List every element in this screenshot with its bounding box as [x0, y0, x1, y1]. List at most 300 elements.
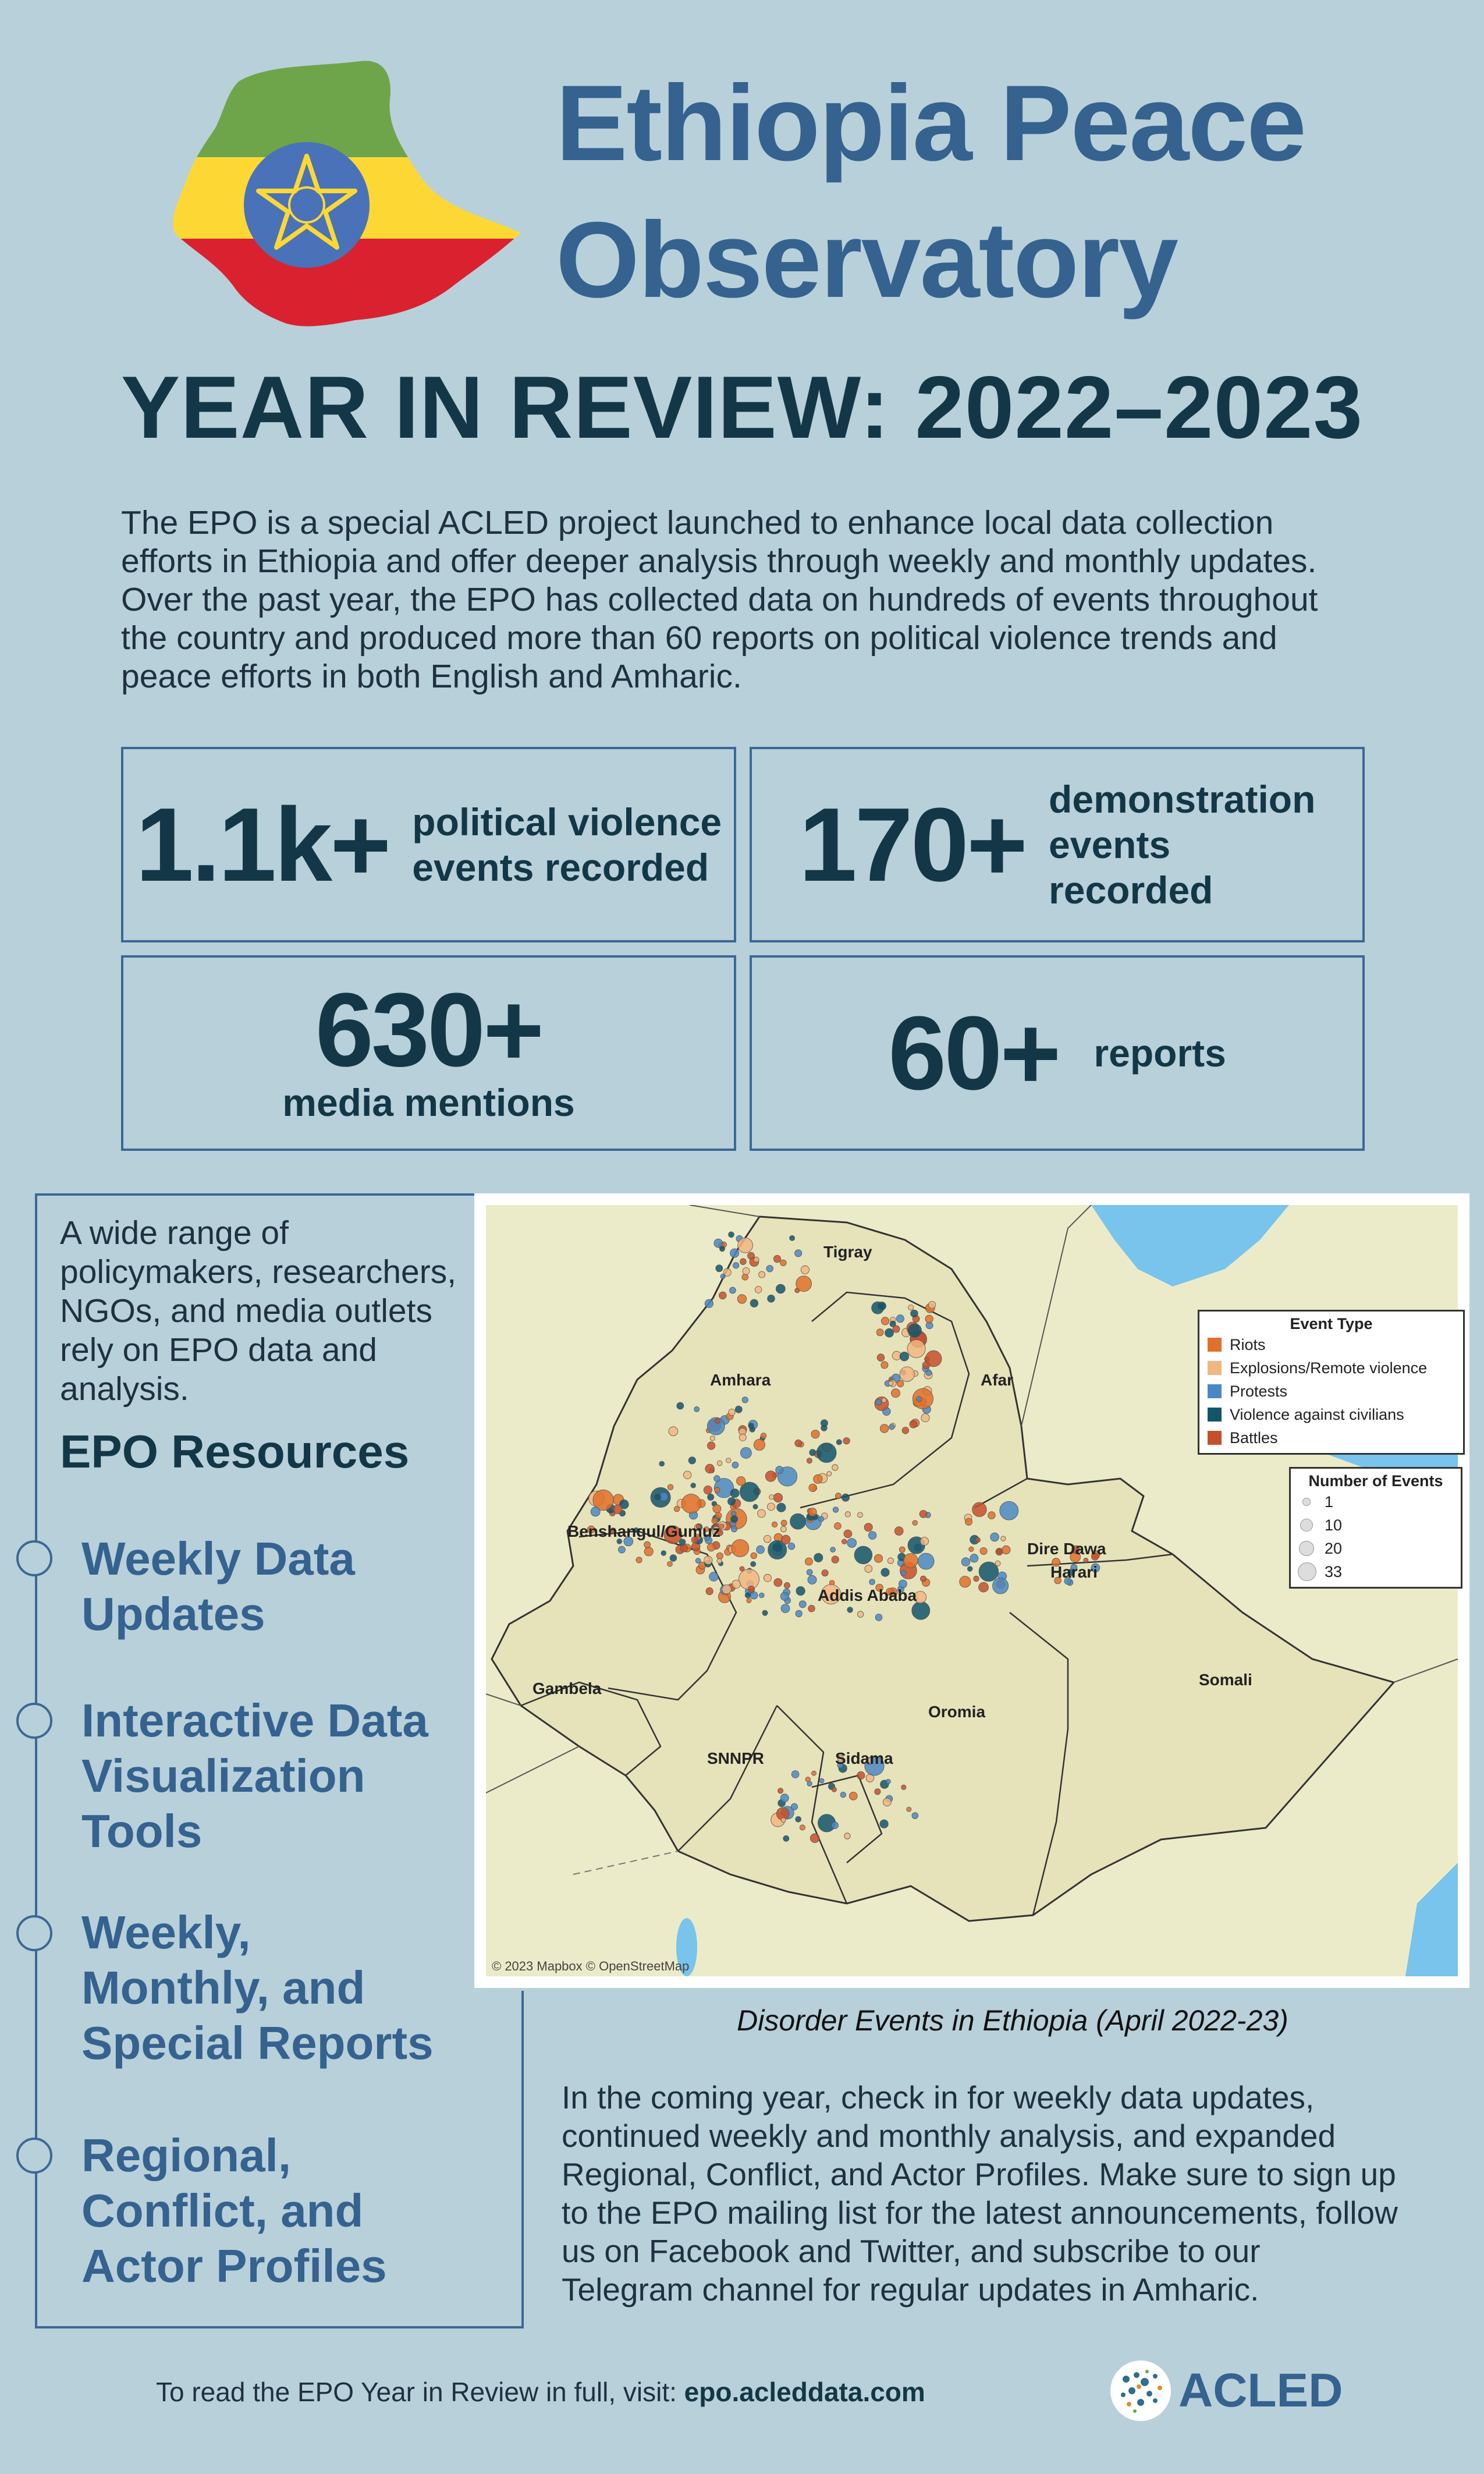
event-point [993, 1578, 1009, 1594]
event-point [810, 1449, 816, 1456]
event-point [764, 1535, 771, 1543]
map-label-harari: Harari [1050, 1563, 1098, 1581]
event-point [920, 1576, 926, 1582]
event-point [928, 1302, 935, 1309]
event-point [847, 1539, 857, 1548]
event-point [827, 1472, 832, 1476]
event-point [925, 1315, 933, 1323]
event-point [822, 1570, 828, 1576]
event-point [913, 1520, 918, 1526]
event-point [926, 1370, 932, 1376]
event-point [707, 1442, 715, 1449]
event-point [887, 1558, 893, 1564]
event-point [757, 1546, 765, 1554]
event-point [730, 1287, 736, 1293]
event-point [758, 1509, 766, 1518]
stat-value: 1.1k+ [135, 786, 389, 903]
event-point [781, 1520, 787, 1526]
event-point [896, 1315, 904, 1323]
event-point [677, 1402, 684, 1409]
event-point [877, 1354, 885, 1362]
event-point [886, 1779, 890, 1784]
map-label-tigray: Tigray [823, 1243, 872, 1261]
event-point [969, 1547, 974, 1551]
event-point [716, 1265, 723, 1272]
event-point [843, 1438, 850, 1444]
event-point [901, 1785, 906, 1789]
event-point [974, 1576, 979, 1582]
event-point [910, 1420, 917, 1428]
event-point [729, 1232, 734, 1238]
event-point [730, 1489, 739, 1498]
footer-text: To read the EPO Year in Review in full, visit: epo.acleddata.com [156, 2377, 925, 2407]
event-point [743, 1268, 750, 1275]
event-point [680, 1545, 688, 1553]
event-point [1001, 1536, 1006, 1541]
event-point [833, 1507, 839, 1513]
event-point [720, 1274, 725, 1279]
event-point [808, 1508, 816, 1516]
event-point [691, 1483, 696, 1488]
legend-item: Protests [1208, 1380, 1455, 1403]
event-point [885, 1328, 894, 1337]
event-point [704, 1556, 712, 1564]
map-caption: Disorder Events in Ethiopia (April 2022-23) [737, 2004, 1288, 2037]
event-point [709, 1572, 719, 1582]
event-point [796, 1816, 801, 1822]
stat-label: reports [1094, 1032, 1226, 1075]
event-point [722, 1585, 732, 1594]
event-point [832, 1787, 836, 1792]
legend-item: 1 [1298, 1490, 1454, 1514]
event-point [739, 1569, 759, 1590]
event-point [706, 1587, 713, 1594]
title-line-1: Ethiopia Peace [556, 63, 1306, 183]
event-point [979, 1582, 989, 1592]
event-point [892, 1389, 900, 1398]
stat-card-demonstration [750, 747, 1365, 942]
event-point [975, 1537, 980, 1542]
event-point [913, 1388, 933, 1409]
event-point [768, 1295, 775, 1302]
event-point [688, 1457, 695, 1464]
event-point [618, 1546, 625, 1553]
event-point [730, 1249, 739, 1257]
event-point [808, 1605, 815, 1612]
event-point [751, 1561, 756, 1566]
stat-label: political violence events recorded [412, 800, 722, 889]
subtitle: YEAR IN REVIEW: 2022–2023 [120, 358, 1364, 457]
event-point [714, 1476, 720, 1482]
title-line-2: Observatory [556, 200, 1177, 320]
event-point [751, 1553, 757, 1559]
event-point [995, 1561, 1000, 1566]
event-point [745, 1593, 751, 1598]
event-point [880, 1424, 889, 1433]
event-point [882, 1398, 886, 1402]
resource-profiles[interactable]: Regional, Conflict, and Actor Profiles [81, 2129, 387, 2292]
event-point [857, 1512, 862, 1518]
event-point [759, 1271, 765, 1278]
event-point [768, 1503, 775, 1511]
event-point [759, 1593, 765, 1598]
event-point [742, 1274, 748, 1280]
event-point [790, 1235, 795, 1240]
event-point [790, 1514, 806, 1529]
event-point [812, 1771, 816, 1775]
event-point [835, 1493, 841, 1499]
event-point [849, 1792, 857, 1800]
map-label-gambela: Gambela [532, 1679, 602, 1697]
event-point [717, 1558, 722, 1564]
outro-paragraph: In the coming year, check in for weekly data updates, continued weekly and monthly analysis, and expanded Regional, Conflict, and Actor Profiles. Make sure to sign up to the EPO mailing list for the latest announcements, follow us on Facebook and Twitter, and subscribe to our Telegram channel for regular updates in Amharic. [562, 2079, 1398, 2308]
event-point [903, 1554, 918, 1568]
event-point [907, 1340, 925, 1358]
event-point [880, 1820, 888, 1828]
event-point [819, 1516, 824, 1522]
event-point [762, 1610, 768, 1615]
event-point [889, 1424, 894, 1430]
event-point [844, 1530, 852, 1538]
legend-item: 33 [1298, 1560, 1454, 1583]
event-point [832, 1465, 838, 1470]
event-point [742, 1397, 748, 1403]
event-point [739, 1434, 746, 1441]
event-point [754, 1439, 765, 1450]
event-point [832, 1822, 839, 1829]
event-point [908, 1324, 921, 1337]
event-point [878, 1302, 886, 1310]
event-point [1000, 1501, 1018, 1520]
resources-panel-border [35, 2326, 524, 2328]
event-point [761, 1433, 766, 1439]
bullet-circle [16, 1703, 52, 1739]
event-point [668, 1484, 673, 1490]
event-point [854, 1546, 872, 1564]
event-point [710, 1436, 715, 1441]
event-point [733, 1263, 739, 1268]
stat-value: 60+ [888, 994, 1059, 1112]
event-point [832, 1556, 839, 1563]
stat-card-media [121, 955, 736, 1151]
event-point [791, 1803, 797, 1810]
resources-panel-border [521, 1991, 524, 2328]
event-point [805, 1558, 812, 1565]
bullet-circle [16, 1915, 52, 1951]
event-point [669, 1427, 678, 1436]
event-point [776, 1466, 783, 1474]
event-point [776, 1284, 785, 1293]
event-point [836, 1440, 842, 1445]
event-point [845, 1512, 850, 1517]
event-point [780, 1526, 786, 1532]
map-label-dire-dawa: Dire Dawa [1027, 1540, 1106, 1558]
event-point [816, 1443, 836, 1463]
map-label-amhara: Amhara [710, 1371, 771, 1389]
legend-item: 20 [1298, 1537, 1454, 1560]
resources-intro: A wide range of policymakers, researchers, NGOs, and media outlets rely on EPO data and analysis. [60, 1214, 457, 1408]
event-point [805, 1777, 811, 1782]
event-point [869, 1579, 875, 1585]
event-point [857, 1611, 864, 1618]
event-point [911, 1310, 918, 1317]
event-point [1002, 1546, 1010, 1554]
event-point [732, 1580, 740, 1588]
event-point [750, 1427, 755, 1433]
event-point [783, 1835, 789, 1841]
event-point [715, 1418, 720, 1423]
event-point [636, 1557, 642, 1563]
event-point [796, 1586, 805, 1595]
stat-value: 170+ [798, 786, 1026, 903]
legend-item: Riots [1208, 1333, 1455, 1356]
event-point [847, 1607, 853, 1613]
event-point [821, 1425, 828, 1431]
map-label-somali: Somali [1199, 1671, 1252, 1689]
bullet-circle [16, 2138, 52, 2174]
event-point [715, 1487, 720, 1493]
event-point [799, 1601, 806, 1608]
footer-link[interactable]: epo.acleddata.com [684, 2377, 925, 2407]
event-point [990, 1533, 999, 1541]
map-label-afar: Afar [981, 1371, 1014, 1389]
event-point [801, 1266, 809, 1274]
event-point [881, 1362, 888, 1369]
event-point [842, 1494, 849, 1501]
legend-title: Event Type [1290, 1315, 1373, 1332]
map-label-sidama: Sidama [835, 1749, 893, 1767]
event-point [670, 1555, 677, 1562]
map-frame [474, 1193, 1469, 1988]
event-point [780, 1592, 789, 1600]
event-point [814, 1475, 822, 1483]
event-point [970, 1554, 978, 1562]
map-label-addis-ababa: Addis Ababa [818, 1586, 917, 1604]
resource-interactive-tools[interactable]: Interactive Data Visualization Tools [81, 1695, 428, 1857]
event-point [925, 1351, 942, 1367]
event-point [883, 1798, 892, 1806]
event-point [919, 1510, 927, 1518]
event-point [814, 1553, 823, 1562]
event-point [754, 1257, 759, 1262]
legend-event-type [1198, 1310, 1465, 1455]
event-point [881, 1568, 889, 1576]
event-point [729, 1409, 735, 1415]
event-point [694, 1406, 700, 1412]
event-point [788, 1543, 795, 1550]
event-point [704, 1486, 712, 1494]
event-point [810, 1834, 819, 1843]
event-point [668, 1561, 673, 1566]
event-point [908, 1305, 914, 1310]
event-point [921, 1414, 929, 1422]
stat-value: 630+ [315, 972, 542, 1089]
event-point [840, 1792, 846, 1798]
event-point [918, 1553, 934, 1569]
legend-title: Number of Events [1308, 1472, 1443, 1490]
event-point [782, 1535, 790, 1544]
event-point [900, 1367, 914, 1381]
event-point [780, 1260, 787, 1266]
event-point [1084, 1558, 1088, 1562]
event-point [737, 1477, 745, 1486]
event-point [764, 1574, 771, 1582]
event-point [735, 1406, 742, 1413]
event-point [796, 1610, 802, 1617]
event-point [659, 1461, 665, 1466]
legend-number-of-events [1289, 1467, 1462, 1589]
event-point [774, 1579, 782, 1587]
event-point [800, 1825, 805, 1830]
event-point [881, 1317, 889, 1325]
event-point [965, 1518, 972, 1525]
event-point [727, 1498, 735, 1505]
event-point [716, 1553, 723, 1559]
event-point [889, 1381, 893, 1385]
event-point [661, 1551, 666, 1556]
event-point [900, 1352, 909, 1361]
event-point [731, 1526, 737, 1532]
acled-brand: ACLED [1178, 2364, 1343, 2417]
event-point [644, 1541, 651, 1548]
event-point [795, 1250, 802, 1257]
event-point [753, 1504, 758, 1509]
event-point [811, 1430, 819, 1438]
event-point [781, 1817, 786, 1822]
event-point [750, 1299, 758, 1307]
event-point [740, 1259, 747, 1265]
event-point [750, 1592, 758, 1599]
event-point [917, 1397, 922, 1402]
event-point [819, 1778, 824, 1783]
map-attribution: © 2023 Mapbox © OpenStreetMap [492, 1959, 690, 1973]
event-point [865, 1565, 872, 1573]
event-point [730, 1515, 737, 1522]
event-point [719, 1246, 725, 1252]
resource-weekly-data-updates[interactable]: Weekly Data Updates [81, 1533, 355, 1640]
event-point [876, 1329, 883, 1336]
event-point [907, 1807, 911, 1812]
event-point [809, 1484, 816, 1491]
event-point [864, 1523, 872, 1532]
event-point [875, 1614, 882, 1621]
event-point [747, 1598, 751, 1603]
event-point [784, 1582, 790, 1588]
map-label-oromia: Oromia [928, 1703, 986, 1721]
event-point [707, 1544, 715, 1551]
event-point [876, 1399, 882, 1405]
event-point [719, 1292, 727, 1299]
event-point [613, 1505, 622, 1514]
legend-item: 10 [1298, 1514, 1454, 1537]
event-point [732, 1462, 739, 1468]
event-point [778, 1788, 783, 1794]
event-point [777, 1503, 786, 1512]
stat-label: demonstration events recorded [1049, 778, 1316, 912]
event-point [901, 1571, 906, 1576]
event-point [988, 1512, 996, 1519]
event-point [961, 1558, 970, 1566]
event-point [644, 1547, 653, 1556]
event-point [897, 1380, 904, 1387]
event-point [795, 1440, 802, 1447]
event-point [894, 1527, 903, 1536]
event-point [766, 1266, 773, 1273]
event-point [738, 1238, 753, 1253]
event-point [980, 1547, 987, 1554]
event-point [807, 1458, 812, 1463]
resource-reports[interactable]: Weekly, Monthly, and Special Reports [81, 1906, 434, 2069]
ethiopia-flag-map-logo [169, 58, 524, 329]
event-point [765, 1471, 776, 1481]
event-point [808, 1575, 816, 1584]
event-point [807, 1569, 812, 1575]
event-point [830, 1547, 836, 1553]
stat-label: media mentions [282, 1081, 575, 1124]
event-point [705, 1464, 715, 1473]
legend-item: Explosions/Remote violence [1208, 1356, 1455, 1380]
event-point [748, 1586, 754, 1592]
bullet-circle [16, 1540, 52, 1576]
event-point [715, 1512, 722, 1519]
event-point [708, 1494, 714, 1500]
map-label-snnpr: SNNPR [707, 1749, 765, 1767]
event-point [791, 1771, 799, 1778]
stat-card-reports [750, 955, 1365, 1151]
event-point [773, 1493, 782, 1502]
event-point [755, 1286, 762, 1293]
event-point [967, 1566, 972, 1572]
event-point [773, 1255, 780, 1262]
event-point [705, 1299, 713, 1307]
map-label-benshangul: Benshangul/Gumuz [567, 1522, 720, 1540]
stat-card-violence [121, 747, 736, 942]
legend-item: Violence against civilians [1208, 1403, 1455, 1426]
event-point [674, 1506, 680, 1512]
acled-globe-icon [1109, 2359, 1173, 2423]
event-point [874, 1554, 882, 1562]
event-point [960, 1576, 971, 1587]
event-point [654, 1494, 661, 1500]
event-point [912, 1813, 918, 1819]
event-point [681, 1494, 701, 1514]
event-point [920, 1537, 928, 1546]
event-point [732, 1540, 749, 1557]
event-point [717, 1461, 722, 1466]
event-point [591, 1507, 600, 1516]
event-point [899, 1547, 905, 1553]
event-point [972, 1502, 987, 1517]
event-point [769, 1495, 774, 1500]
event-point [726, 1458, 731, 1463]
resources-heading: EPO Resources [60, 1426, 410, 1477]
event-point [893, 1325, 900, 1332]
event-point [737, 1295, 746, 1303]
event-point [781, 1604, 790, 1613]
event-point [857, 1771, 865, 1779]
event-point [695, 1558, 701, 1564]
event-point [868, 1532, 876, 1540]
event-point [740, 1447, 751, 1458]
event-point [713, 1505, 721, 1513]
event-point [683, 1471, 691, 1479]
event-point [842, 1539, 847, 1544]
page-title [556, 55, 1305, 329]
event-point [780, 1794, 789, 1802]
intro-paragraph: The EPO is a special ACLED project launched to enhance local data collection efforts in Ethiopia and offer deeper analysis through weekly and monthly updates. Over the past year, the EPO has collected data on hundreds of events throughout the country and produced more than 60 reports on political violence trends and peace efforts in both English and Amharic. [121, 504, 1318, 695]
event-point [875, 1789, 881, 1795]
event-point [844, 1833, 850, 1839]
